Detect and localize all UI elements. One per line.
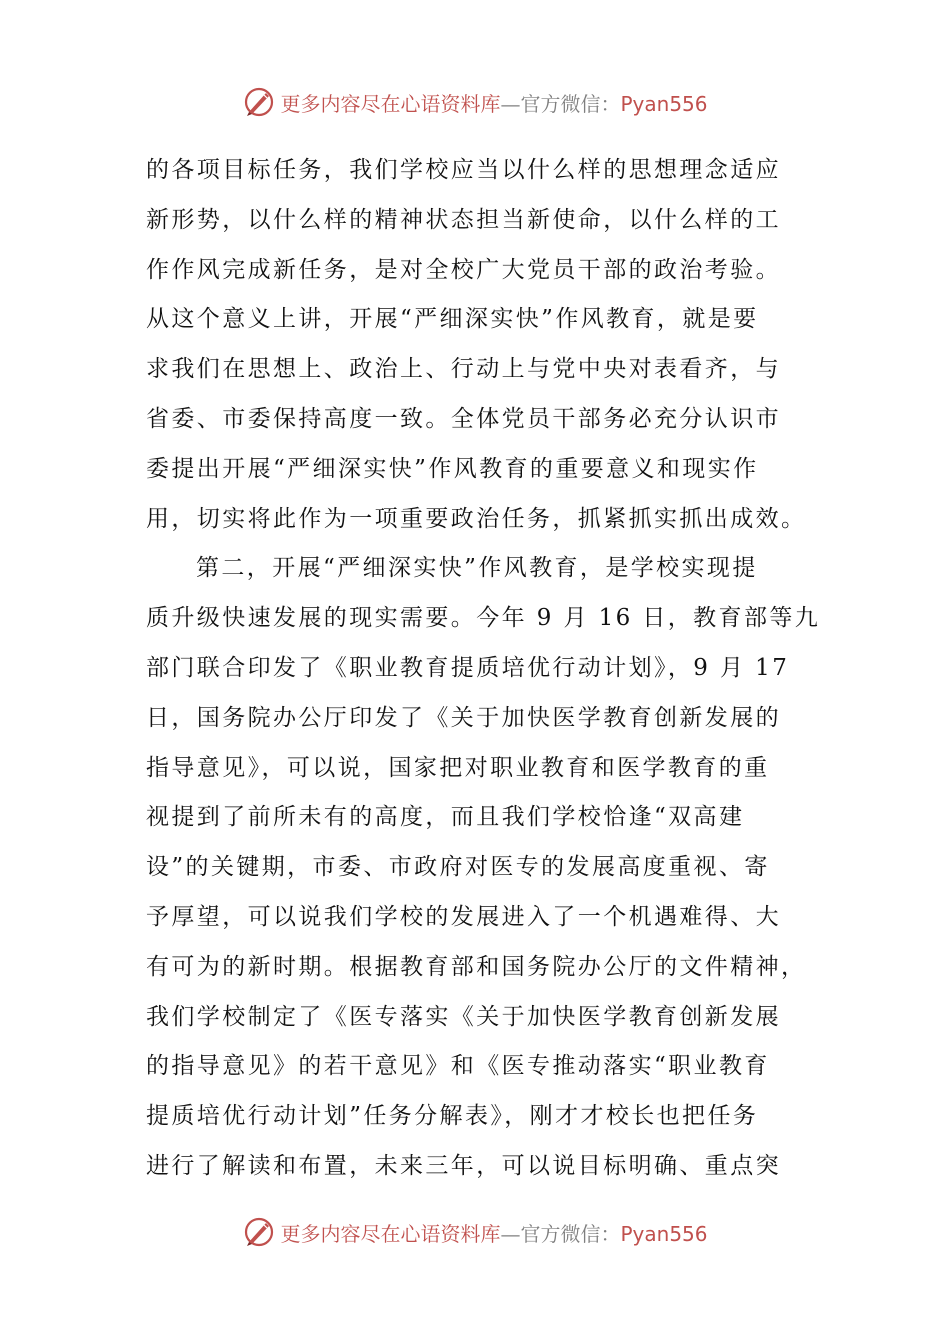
text-line: 求我们在思想上、政治上、行动上与党中央对表看齐，与: [146, 356, 781, 383]
banner-wechat-label: 官方微信：: [520, 1221, 621, 1246]
text-line: 指导意见》，可以说，国家把对职业教育和医学教育的重: [146, 754, 770, 781]
banner-wechat-label: 官方微信：: [520, 91, 621, 116]
text-line: 新形势，以什么样的精神状态担当新使命，以什么样的工: [146, 206, 781, 233]
text-line: 进行了解读和布置，未来三年，可以说目标明确、重点突: [146, 1152, 781, 1179]
banner-dash: —: [500, 91, 521, 116]
text-line: 提质培优行动计划”任务分解表》，刚才才校长也把任务: [146, 1103, 759, 1130]
pen-logo-icon: [242, 85, 276, 119]
text-line: 的各项目标任务，我们学校应当以什么样的思想理念适应: [146, 157, 781, 183]
banner-site-name: 更多内容尽在心语资料库: [280, 1221, 501, 1246]
text-line: 日，国务院办公厅印发了《关于加快医学教育创新发展的: [146, 704, 781, 731]
banner-site-name: 更多内容尽在心语资料库: [280, 91, 501, 116]
text-line: 从这个意义上讲，开展“严细深实快”作风教育，就是要: [146, 306, 759, 333]
text-line: 省委、市委保持高度一致。全体党员干部务必充分认识市: [146, 405, 781, 432]
banner-dash: —: [500, 1221, 521, 1246]
footer-banner: [0, 1212, 950, 1252]
banner-text: [280, 88, 707, 117]
text-line: 质升级快速发展的现实需要。今年 9 月 16 日，教育部等九: [146, 605, 821, 632]
header-banner: [0, 82, 950, 122]
text-line: 设”的关键期，市委、市政府对医专的发展高度重视、寄: [146, 854, 770, 881]
pen-logo-icon: [242, 1215, 276, 1249]
banner-text: [280, 1218, 707, 1247]
text-line: 作作风完成新任务，是对全校广大党员干部的政治考验。: [146, 256, 781, 283]
document-body: [146, 146, 821, 1192]
text-line: 有可为的新时期。根据教育部和国务院办公厅的文件精神，: [146, 953, 807, 980]
banner-wechat-id: Pyan556: [620, 1221, 708, 1246]
text-line: 视提到了前所未有的高度，而且我们学校恰逢“双高建: [146, 804, 745, 831]
paragraph-start-line: 第二，开展“严细深实快”作风教育，是学校实现提: [196, 555, 758, 582]
text-line: 予厚望，可以说我们学校的发展进入了一个机遇难得、大: [146, 903, 781, 930]
text-line: 的指导意见》的若干意见》和《医专推动落实“职业教育: [146, 1053, 770, 1080]
text-line: 部门联合印发了《职业教育提质培优行动计划》，9 月 17: [146, 654, 790, 681]
banner-wechat-id: Pyan556: [620, 91, 708, 116]
text-line: 我们学校制定了《医专落实《关于加快医学教育创新发展: [146, 1003, 781, 1030]
text-line: 委提出开展“严细深实快”作风教育的重要意义和现实作: [146, 455, 759, 482]
text-line: 用，切实将此作为一项重要政治任务，抓紧抓实抓出成效。: [146, 505, 807, 532]
